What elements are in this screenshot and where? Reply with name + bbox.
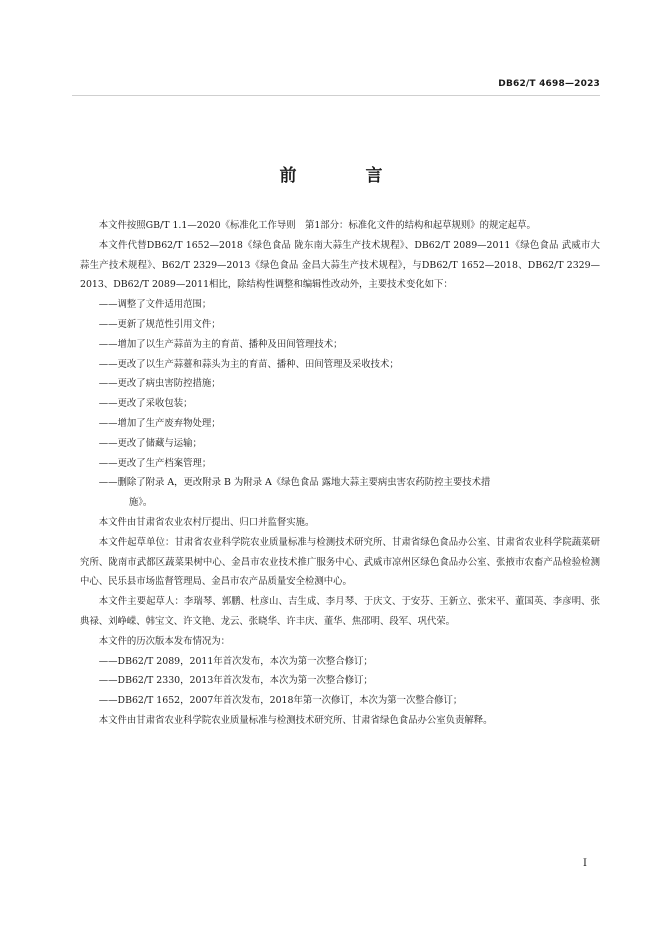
document-number: DB62/T 4698—2023 bbox=[498, 79, 600, 89]
change-item: ——更改了以生产蒜薹和蒜头为主的育苗、播种、田间管理及采收技术； bbox=[98, 358, 399, 370]
page-title: 前 言 bbox=[279, 166, 409, 186]
page-number: I bbox=[583, 858, 587, 869]
change-item: ——更改了病虫害防控措施； bbox=[98, 378, 221, 390]
change-item: ——调整了文件适用范围； bbox=[98, 299, 212, 311]
history-item: ——DB62/T 1652，2007年首次发布，2018年第一次修订，本次为第一次整合修订； bbox=[98, 695, 463, 707]
change-item-last bbox=[80, 473, 600, 513]
paragraph-replaces: 本文件代替DB62/T 1652—2018《绿色食品 陇东南大蒜生产技术规程》、DB62/T 2089—2011《绿色食品 武威市大蒜生产技术规程》、B62/T 2329—2013《绿色食品 金昌大蒜生产技术规程》，与DB62/T 1652—2018、DB62/T 2329—2013、DB62/T 2089—2011相比，除结构性调整和编辑性改动外，主要技术变化如下： bbox=[80, 239, 600, 291]
paragraph-interpretation: 本文件由甘肃省农业科学院农业质量标准与检测技术研究所、甘肃省绿色食品办公室负责解释。 bbox=[98, 714, 493, 726]
paragraph-proposer: 本文件由甘肃省农业农村厅提出、归口并监督实施。 bbox=[98, 516, 315, 528]
change-item: ——更改了采收包装； bbox=[98, 398, 193, 410]
paragraph-drafting-units: 本文件起草单位：甘肃省农业科学院农业质量标准与检测技术研究所、甘肃省绿色食品办公室、甘肃省农业科学院蔬菜研究所、陇南市武都区蔬菜果树中心、金昌市农业技术推广服务中心、武威市凉州区绿色食品办公室、张掖市农畜产品检验检测中心、民乐县市场监督管理局、金昌市农产品质量安全检测中心。 bbox=[80, 536, 600, 588]
change-item: ——更改了储藏与运输； bbox=[98, 437, 202, 449]
change-item: ——增加了生产废弃物处理； bbox=[98, 417, 221, 429]
history-item: ——DB62/T 2089，2011年首次发布，本次为第一次整合修订； bbox=[98, 655, 373, 667]
change-item: ——更改了生产档案管理； bbox=[98, 457, 212, 469]
paragraph-drafting-rules: 本文件按照GB/T 1.1—2020《标准化工作导则 第1部分：标准化文件的结构和起草规则》的规定起草。 bbox=[98, 220, 536, 231]
change-item: ——增加了以生产蒜苗为主的育苗、播种及田间管理技术； bbox=[98, 338, 343, 350]
change-item: ——更新了规范性引用文件； bbox=[98, 318, 221, 330]
paragraph-drafters: 本文件主要起草人：李瑞琴、郭鹏、杜彦山、吉生成、李月琴、于庆文、于安芬、王新立、张宋平、董国英、李彦明、张典禄、刘峥嵘、韩宝文、许文艳、龙云、张晓华、许丰庆、董华、焦邵明、段军、巩代荣。 bbox=[80, 596, 600, 627]
header-rule bbox=[72, 95, 600, 96]
change-item-last-line2: 施》。 bbox=[128, 497, 153, 509]
paragraph-history-intro: 本文件的历次版本发布情况为： bbox=[98, 635, 231, 647]
history-item: ——DB62/T 2330，2013年首次发布，本次为第一次整合修订； bbox=[98, 675, 373, 687]
change-item-last-line1: ——删除了附录 A，更改附录 B 为附录 A《绿色食品 露地大蒜主要病虫害农药防控主要技术措 bbox=[98, 477, 491, 489]
document-body bbox=[80, 216, 600, 731]
